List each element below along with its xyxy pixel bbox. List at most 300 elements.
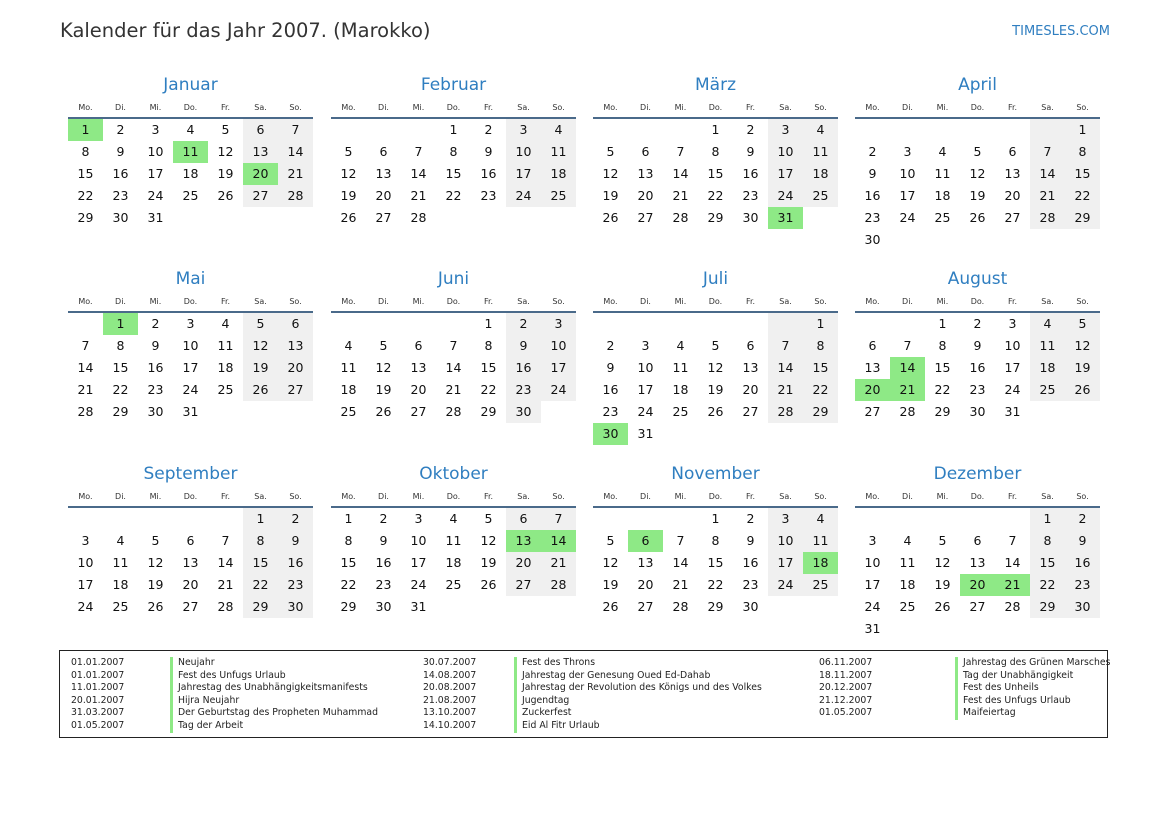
legend-date: 21.08.2007 (423, 694, 477, 706)
day-cell: 18 (182, 166, 199, 181)
day-cell: 2 (746, 122, 755, 137)
day-cell: 3 (414, 511, 423, 526)
day-grid (68, 119, 313, 229)
day-cell: 22 (707, 188, 724, 203)
day-cell: 21 (77, 382, 94, 397)
day-cell: 26 (707, 404, 724, 419)
day-cell: 17 (899, 188, 916, 203)
day-cell: 6 (414, 338, 423, 353)
day-cell: 22 (1030, 574, 1065, 596)
legend-holiday-name: Fest des Throns (514, 657, 595, 670)
empty-cell (278, 207, 313, 229)
day-cell: 23 (864, 210, 881, 225)
day-cell: 28 (278, 185, 313, 207)
weekday-label: Fr. (220, 492, 231, 501)
day-cell: 12 (217, 144, 234, 159)
weekday-header (593, 490, 838, 504)
legend-date: 20.08.2007 (423, 682, 477, 694)
month-8 (68, 461, 313, 618)
day-cell: 21 (217, 577, 234, 592)
day-cell: 15 (112, 360, 129, 375)
day-cell: 24 (768, 574, 803, 596)
weekday-label: Di. (115, 103, 126, 112)
day-cell: 22 (934, 382, 951, 397)
day-cell: 16 (147, 360, 164, 375)
day-cell: 2 (506, 313, 541, 335)
day-cell: 4 (1030, 313, 1065, 335)
weekday-label: Di. (640, 492, 651, 501)
day-cell: 5 (711, 338, 720, 353)
empty-cell (628, 313, 663, 335)
weekday-label: Mi. (936, 492, 949, 501)
day-cell: 2 (278, 508, 313, 530)
day-cell: 23 (969, 382, 986, 397)
day-cell: 15 (707, 166, 724, 181)
day-cell: 19 (969, 188, 986, 203)
day-cell: 18 (672, 382, 689, 397)
empty-cell (68, 313, 103, 335)
day-grid (593, 508, 838, 618)
day-cell: 5 (606, 533, 615, 548)
weekday-label: Do. (183, 103, 198, 112)
empty-cell (436, 313, 471, 335)
empty-cell (925, 618, 960, 640)
weekday-header (331, 490, 576, 504)
day-cell: 28 (541, 574, 576, 596)
day-cell: 26 (217, 188, 234, 203)
empty-cell (173, 207, 208, 229)
day-cell: 22 (77, 188, 94, 203)
day-cell: 27 (278, 379, 313, 401)
day-cell: 25 (803, 185, 838, 207)
day-cell: 9 (1065, 530, 1100, 552)
day-cell: 28 (768, 401, 803, 423)
weekday-label: Di. (115, 492, 126, 501)
day-cell: 29 (707, 599, 724, 614)
empty-cell (278, 401, 313, 423)
month-name: März (695, 75, 736, 95)
weekday-label: Mi. (149, 492, 162, 501)
day-cell: 3 (151, 122, 160, 137)
empty-cell (733, 423, 768, 445)
day-cell: 24 (147, 188, 164, 203)
empty-cell (890, 229, 925, 251)
day-cell: 9 (151, 338, 160, 353)
day-cell: 1 (803, 313, 838, 335)
day-cell: 15 (707, 555, 724, 570)
day-cell: 8 (711, 144, 720, 159)
weekday-label: Fr. (745, 492, 756, 501)
day-cell: 22 (707, 577, 724, 592)
day-cell: 23 (742, 577, 759, 592)
weekday-label: So. (814, 103, 827, 112)
day-cell: 9 (379, 533, 388, 548)
empty-cell (593, 119, 628, 141)
holiday-day-cell: 6 (628, 530, 663, 552)
day-cell: 7 (1030, 141, 1065, 163)
month-name: Januar (163, 75, 218, 95)
empty-cell (768, 313, 803, 335)
month-11 (855, 461, 1100, 640)
day-cell: 12 (707, 360, 724, 375)
day-cell: 11 (803, 141, 838, 163)
weekday-label: Fr. (745, 297, 756, 306)
legend-holiday-name: Jahrestag der Genesung Oued Ed-Dahab (514, 670, 710, 683)
day-cell: 13 (1004, 166, 1021, 181)
empty-cell (628, 119, 663, 141)
day-cell: 26 (147, 599, 164, 614)
brand-link[interactable]: TIMESLES.COM (1012, 24, 1110, 39)
day-cell: 17 (77, 577, 94, 592)
day-cell: 16 (506, 357, 541, 379)
day-cell: 31 (410, 599, 427, 614)
day-cell: 9 (506, 335, 541, 357)
weekday-label: Mo. (865, 103, 880, 112)
weekday-label: Do. (708, 492, 723, 501)
day-cell: 12 (934, 555, 951, 570)
day-cell: 24 (182, 382, 199, 397)
day-cell: 17 (147, 166, 164, 181)
weekday-label: Di. (902, 297, 913, 306)
day-cell: 5 (973, 144, 982, 159)
weekday-header (331, 295, 576, 309)
day-cell: 5 (484, 511, 493, 526)
day-cell: 10 (541, 335, 576, 357)
empty-cell (995, 618, 1030, 640)
empty-cell (768, 423, 803, 445)
day-cell: 9 (868, 166, 877, 181)
empty-cell (331, 119, 366, 141)
weekday-label: So. (552, 297, 565, 306)
month-10 (593, 461, 838, 618)
day-cell: 11 (445, 533, 462, 548)
day-cell: 10 (506, 141, 541, 163)
weekday-label: Sa. (1041, 492, 1054, 501)
weekday-header (331, 101, 576, 115)
day-cell: 29 (803, 401, 838, 423)
day-cell: 30 (969, 404, 986, 419)
day-cell: 10 (1004, 338, 1021, 353)
holiday-day-cell: 11 (173, 141, 208, 163)
day-cell: 23 (112, 188, 129, 203)
month-name: November (671, 464, 760, 484)
holiday-day-cell: 1 (103, 313, 138, 335)
day-grid (68, 313, 313, 423)
legend-date: 21.12.2007 (819, 694, 873, 706)
day-cell: 29 (77, 210, 94, 225)
day-cell: 3 (541, 313, 576, 335)
empty-cell (208, 401, 243, 423)
day-cell: 14 (672, 555, 689, 570)
day-cell: 21 (445, 382, 462, 397)
day-cell: 20 (1004, 188, 1021, 203)
day-cell: 23 (1065, 574, 1100, 596)
day-cell: 6 (868, 338, 877, 353)
weekday-label: Mo. (603, 103, 618, 112)
day-cell: 8 (344, 533, 353, 548)
day-cell: 9 (746, 144, 755, 159)
day-cell: 27 (637, 599, 654, 614)
month-name: Mai (175, 269, 206, 289)
empty-cell (995, 229, 1030, 251)
month-name: September (143, 464, 238, 484)
day-cell: 28 (217, 599, 234, 614)
weekday-label: Mi. (149, 103, 162, 112)
day-cell: 23 (742, 188, 759, 203)
day-cell: 11 (1030, 335, 1065, 357)
weekday-label: Fr. (1007, 492, 1018, 501)
day-cell: 8 (116, 338, 125, 353)
day-cell: 1 (711, 511, 720, 526)
empty-cell (995, 119, 1030, 141)
weekday-header (593, 295, 838, 309)
weekday-label: Mi. (674, 297, 687, 306)
day-cell: 30 (1065, 596, 1100, 618)
empty-cell (890, 618, 925, 640)
day-cell: 4 (221, 316, 230, 331)
month-name: Juni (437, 269, 470, 289)
day-cell: 6 (746, 338, 755, 353)
day-cell: 6 (641, 144, 650, 159)
weekday-label: Do. (970, 492, 985, 501)
legend-date: 18.11.2007 (819, 669, 873, 681)
day-cell: 17 (410, 555, 427, 570)
legend-holiday-name: Fest des Unfugs Urlaub (955, 695, 1071, 708)
day-cell: 11 (541, 141, 576, 163)
day-cell: 18 (541, 163, 576, 185)
month-9 (331, 461, 576, 618)
day-cell: 29 (340, 599, 357, 614)
day-cell: 27 (243, 185, 278, 207)
empty-cell (698, 423, 733, 445)
day-cell: 28 (1030, 207, 1065, 229)
day-cell: 21 (672, 577, 689, 592)
holiday-day-cell: 14 (541, 530, 576, 552)
day-cell: 5 (938, 533, 947, 548)
weekday-label: Mi. (936, 103, 949, 112)
day-cell: 11 (340, 360, 357, 375)
legend-date: 01.05.2007 (71, 719, 125, 731)
day-cell: 16 (864, 188, 881, 203)
day-cell: 2 (379, 511, 388, 526)
day-cell: 5 (379, 338, 388, 353)
day-cell: 20 (410, 382, 427, 397)
day-cell: 25 (803, 574, 838, 596)
weekday-label: Sa. (517, 492, 530, 501)
day-cell: 22 (480, 382, 497, 397)
day-cell: 29 (934, 404, 951, 419)
day-cell: 7 (903, 338, 912, 353)
legend-holiday-name: Eid Al Fitr Urlaub (514, 720, 600, 733)
empty-cell (436, 207, 471, 229)
day-cell: 7 (81, 338, 90, 353)
day-cell: 28 (77, 404, 94, 419)
empty-cell (663, 119, 698, 141)
empty-cell (628, 508, 663, 530)
day-cell: 10 (864, 555, 881, 570)
day-cell: 7 (278, 119, 313, 141)
day-cell: 30 (742, 210, 759, 225)
month-name: August (947, 269, 1008, 289)
page-title: Kalender für das Jahr 2007. (Marokko) (60, 19, 431, 42)
month-3 (855, 72, 1100, 251)
weekday-label: Do. (970, 103, 985, 112)
day-cell: 29 (1030, 596, 1065, 618)
month-2 (593, 72, 838, 229)
day-cell: 20 (375, 188, 392, 203)
day-cell: 13 (410, 360, 427, 375)
empty-cell (803, 596, 838, 618)
weekday-label: So. (289, 103, 302, 112)
day-cell: 25 (217, 382, 234, 397)
day-cell: 8 (803, 335, 838, 357)
month-name: Dezember (933, 464, 1022, 484)
day-cell: 10 (410, 533, 427, 548)
weekday-label: Sa. (254, 103, 267, 112)
day-cell: 15 (1030, 552, 1065, 574)
day-cell: 30 (742, 599, 759, 614)
day-grid (331, 313, 576, 423)
day-cell: 30 (375, 599, 392, 614)
day-cell: 24 (899, 210, 916, 225)
day-cell: 17 (1004, 360, 1021, 375)
empty-cell (1030, 401, 1065, 423)
holiday-day-cell: 21 (995, 574, 1030, 596)
day-cell: 24 (410, 577, 427, 592)
day-cell: 4 (186, 122, 195, 137)
day-cell: 3 (868, 533, 877, 548)
month-name: April (958, 75, 997, 95)
day-cell: 20 (637, 188, 654, 203)
legend-holiday-name: Neujahr (170, 657, 215, 670)
day-cell: 17 (768, 163, 803, 185)
day-cell: 28 (410, 210, 427, 225)
day-cell: 4 (803, 508, 838, 530)
day-cell: 16 (1065, 552, 1100, 574)
weekday-label: Di. (378, 103, 389, 112)
weekday-label: Do. (446, 297, 461, 306)
day-cell: 2 (973, 316, 982, 331)
day-cell: 20 (278, 357, 313, 379)
day-cell: 17 (637, 382, 654, 397)
empty-cell (1065, 229, 1100, 251)
holiday-day-cell: 1 (68, 119, 103, 141)
legend-date: 01.01.2007 (71, 669, 125, 681)
weekday-label: So. (1076, 492, 1089, 501)
weekday-header (68, 490, 313, 504)
weekday-label: Mo. (865, 492, 880, 501)
holiday-day-cell: 30 (593, 423, 628, 445)
weekday-label: Sa. (779, 492, 792, 501)
empty-cell (855, 508, 890, 530)
empty-cell (593, 508, 628, 530)
day-cell: 29 (707, 210, 724, 225)
empty-cell (663, 313, 698, 335)
weekday-label: Mo. (78, 103, 93, 112)
holiday-day-cell: 18 (803, 552, 838, 574)
weekday-label: So. (1076, 103, 1089, 112)
day-cell: 15 (445, 166, 462, 181)
day-cell: 8 (711, 533, 720, 548)
day-cell: 5 (151, 533, 160, 548)
day-cell: 14 (410, 166, 427, 181)
day-cell: 18 (899, 577, 916, 592)
day-cell: 11 (899, 555, 916, 570)
day-cell: 4 (116, 533, 125, 548)
weekday-header (855, 295, 1100, 309)
day-cell: 27 (506, 574, 541, 596)
day-cell: 14 (278, 141, 313, 163)
day-cell: 8 (1030, 530, 1065, 552)
legend-holiday-name: Jugendtag (514, 695, 569, 708)
day-cell: 5 (344, 144, 353, 159)
day-cell: 27 (864, 404, 881, 419)
empty-cell (243, 207, 278, 229)
day-cell: 18 (1030, 357, 1065, 379)
empty-cell (243, 401, 278, 423)
day-cell: 10 (768, 530, 803, 552)
weekday-label: Do. (183, 492, 198, 501)
weekday-label: Fr. (483, 492, 494, 501)
day-cell: 16 (742, 166, 759, 181)
weekday-header (855, 101, 1100, 115)
day-cell: 29 (1065, 207, 1100, 229)
empty-cell (1030, 119, 1065, 141)
day-cell: 12 (1065, 335, 1100, 357)
day-cell: 24 (1004, 382, 1021, 397)
weekday-label: So. (289, 492, 302, 501)
day-cell: 13 (278, 335, 313, 357)
day-cell: 1 (344, 511, 353, 526)
legend-holiday-name: Fest des Unfugs Urlaub (170, 670, 286, 683)
day-cell: 18 (803, 163, 838, 185)
empty-cell (436, 596, 471, 618)
day-cell: 19 (602, 188, 619, 203)
day-cell: 9 (606, 360, 615, 375)
day-cell: 9 (116, 144, 125, 159)
day-grid (593, 313, 838, 445)
day-cell: 2 (868, 144, 877, 159)
day-cell: 9 (746, 533, 755, 548)
empty-cell (506, 596, 541, 618)
day-cell: 5 (606, 144, 615, 159)
weekday-label: Mi. (149, 297, 162, 306)
day-cell: 4 (938, 144, 947, 159)
weekday-label: Fr. (1007, 297, 1018, 306)
day-grid (855, 119, 1100, 251)
day-cell: 16 (969, 360, 986, 375)
day-cell: 20 (182, 577, 199, 592)
legend-date: 14.08.2007 (423, 669, 477, 681)
weekday-label: Mi. (674, 103, 687, 112)
empty-cell (733, 313, 768, 335)
day-cell: 26 (602, 210, 619, 225)
month-7 (855, 266, 1100, 423)
weekday-label: So. (289, 297, 302, 306)
day-cell: 12 (147, 555, 164, 570)
day-cell: 19 (480, 555, 497, 570)
day-cell: 27 (410, 404, 427, 419)
weekday-label: So. (1076, 297, 1089, 306)
weekday-label: Mo. (865, 297, 880, 306)
weekday-label: Sa. (517, 297, 530, 306)
day-cell: 17 (768, 552, 803, 574)
day-grid (855, 313, 1100, 423)
month-1 (331, 72, 576, 229)
day-cell: 21 (278, 163, 313, 185)
day-cell: 2 (1065, 508, 1100, 530)
month-name: Oktober (419, 464, 488, 484)
